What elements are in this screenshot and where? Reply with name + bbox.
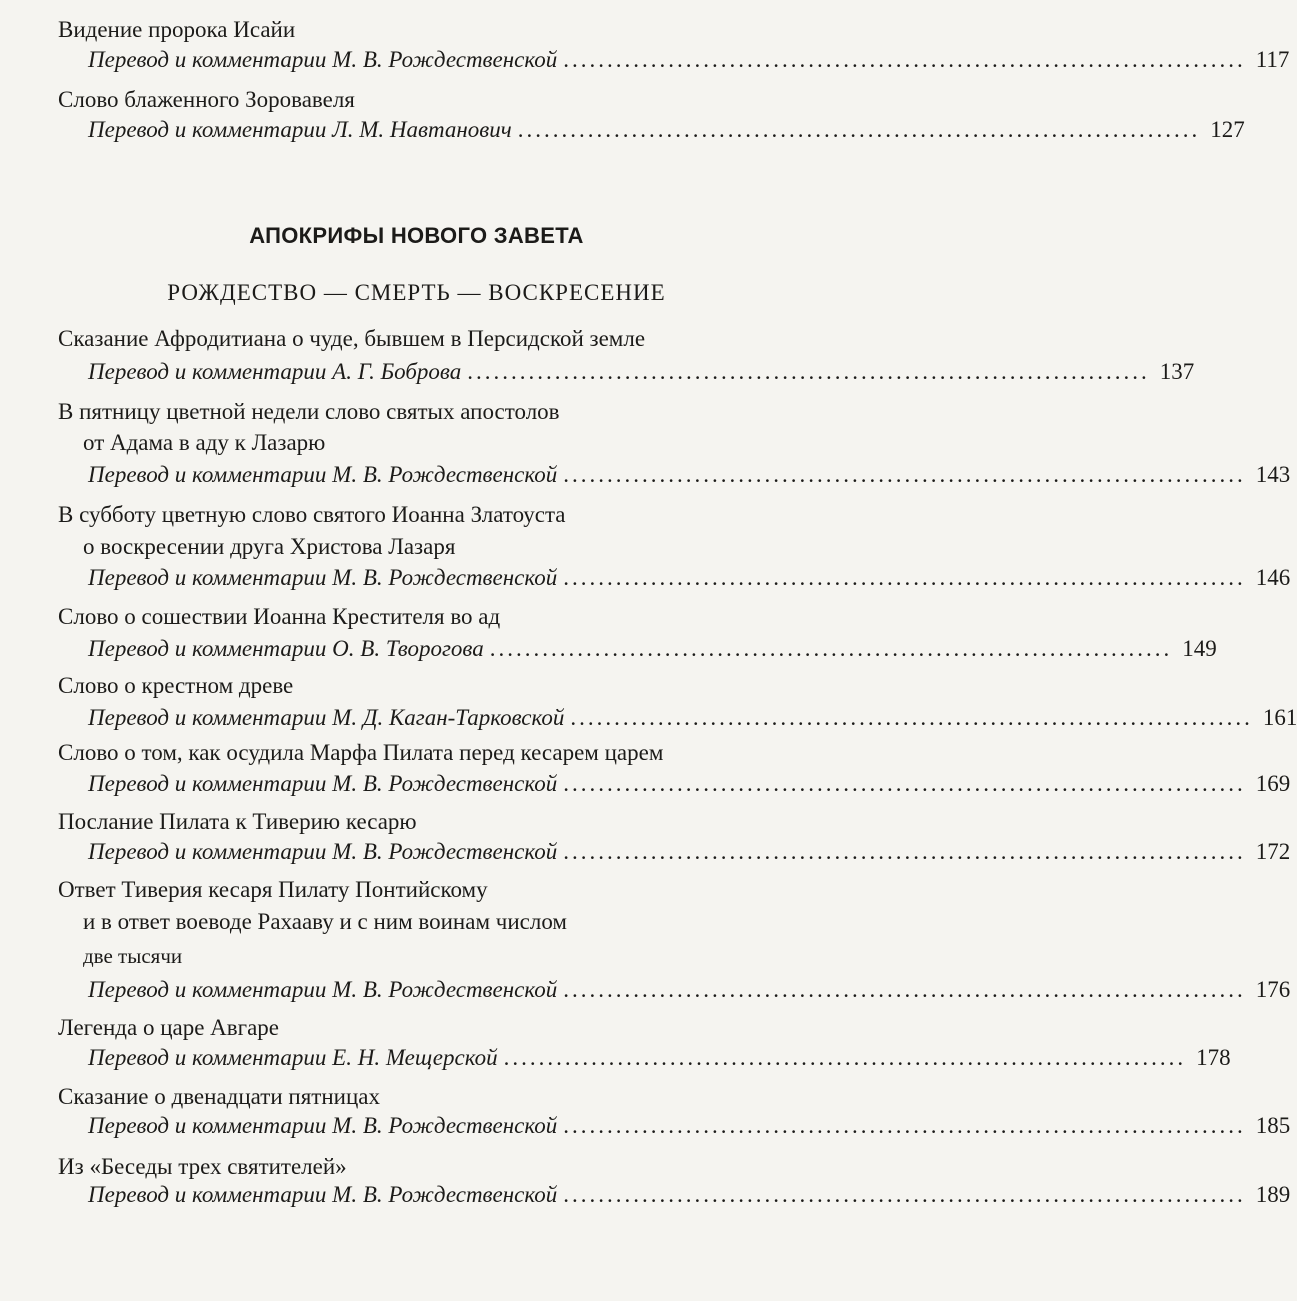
- credit-text: Перевод и комментарии М. В. Рождественской: [88, 839, 558, 864]
- section-heading: АПОКРИФЫ НОВОГО ЗАВЕТА: [249, 223, 584, 248]
- toc-entry-title-cont: две тысячи: [83, 944, 183, 968]
- credit-text: Перевод и комментарии М. Д. Каган-Тарковской: [88, 705, 565, 730]
- credit-text: Перевод и комментарии М. В. Рождественской: [88, 565, 558, 590]
- page-number: 161: [1262, 705, 1297, 730]
- leader-dots: ..............................................................................: [563, 839, 1246, 864]
- credit-text: Перевод и комментарии М. В. Рождественской: [88, 47, 558, 72]
- page-number: 189: [1255, 1182, 1291, 1207]
- toc-credit-line: [88, 462, 1291, 493]
- toc-credit-line: [88, 977, 1291, 1008]
- page-number: 137: [1159, 359, 1195, 384]
- credit-text: Перевод и комментарии М. В. Рождественской: [88, 1113, 558, 1138]
- toc-entry-title: Слово о сошествии Иоанна Крестителя во ад: [58, 604, 501, 629]
- credit-text: Перевод и комментарии О. В. Творогова: [88, 636, 484, 661]
- page-number: 117: [1255, 47, 1290, 72]
- page-number: 143: [1255, 462, 1291, 487]
- page-number: 185: [1255, 1113, 1291, 1138]
- credit-text: Перевод и комментарии М. В. Рождественской: [88, 462, 558, 487]
- toc-entry-title-cont: и в ответ воеводе Рахааву и с ним воинам числом: [83, 909, 567, 934]
- toc-entry-title: В субботу цветную слово святого Иоанна Златоуста: [58, 502, 566, 527]
- page-number: 149: [1182, 636, 1217, 661]
- credit-text: Перевод и комментарии М. В. Рождественской: [88, 771, 558, 796]
- leader-dots: ..............................................................................: [563, 47, 1246, 72]
- toc-entry-title: Слово блаженного Зоровавеля: [58, 87, 355, 112]
- leader-dots: ..............................................................................: [503, 1045, 1187, 1070]
- leader-dots: ..............................................................................: [563, 1182, 1246, 1207]
- toc-entry-title: Сказание о двенадцати пятницах: [58, 1084, 380, 1109]
- toc-credit-line: [88, 565, 1291, 596]
- toc-credit-line: [88, 1182, 1291, 1213]
- credit-text: Перевод и комментарии М. В. Рождественской: [88, 977, 558, 1002]
- toc-entry-title: В пятницу цветной недели слово святых апостолов: [58, 399, 560, 424]
- leader-dots: ..............................................................................: [570, 705, 1253, 730]
- toc-entry-title: Послание Пилата к Тиверию кесарю: [58, 809, 417, 834]
- credit-text: Перевод и комментарии А. Г. Боброва: [88, 359, 462, 384]
- toc-credit-line: [88, 839, 1291, 870]
- toc-credit-line: [88, 636, 1217, 667]
- credit-text: Перевод и комментарии Е. Н. Мещерской: [88, 1045, 498, 1070]
- leader-dots: ..............................................................................: [563, 771, 1246, 796]
- credit-text: Перевод и комментарии М. В. Рождественской: [88, 1182, 558, 1207]
- leader-dots: ..............................................................................: [467, 359, 1150, 384]
- leader-dots: ..............................................................................: [563, 565, 1246, 590]
- toc-credit-line: [88, 771, 1291, 802]
- leader-dots: ..............................................................................: [563, 977, 1246, 1002]
- toc-credit-line: [88, 1045, 1231, 1076]
- page-number: 178: [1196, 1045, 1231, 1070]
- toc-entry-title-cont: от Адама в аду к Лазарю: [83, 430, 326, 455]
- page-number: 146: [1255, 565, 1291, 590]
- toc-entry-title: Видение пророка Исайи: [58, 17, 296, 42]
- page-number: 127: [1210, 117, 1245, 142]
- toc-entry-title: Ответ Тиверия кесаря Пилату Понтийскому: [58, 877, 488, 902]
- toc-credit-line: [88, 1113, 1291, 1144]
- toc-entry-title: Сказание Афродитиана о чуде, бывшем в Персидской земле: [58, 326, 646, 351]
- toc-credit-line: [88, 117, 1245, 148]
- toc-credit-line: [88, 705, 1297, 736]
- page-number: 172: [1255, 839, 1291, 864]
- page-number: 176: [1255, 977, 1291, 1002]
- toc-entry-title: Легенда о царе Авгаре: [58, 1015, 280, 1040]
- leader-dots: ..............................................................................: [489, 636, 1173, 661]
- toc-credit-line: [88, 359, 1195, 390]
- toc-entry-title: Слово о том, как осудила Марфа Пилата перед кесарем царем: [58, 740, 664, 765]
- toc-entry-title: Слово о крестном древе: [58, 673, 294, 698]
- section-subheading: РОЖДЕСТВО — СМЕРТЬ — ВОСКРЕСЕНИЕ: [167, 280, 666, 305]
- toc-entry-title-cont: о воскресении друга Христова Лазаря: [83, 534, 456, 559]
- credit-text: Перевод и комментарии Л. М. Навтанович: [88, 117, 512, 142]
- leader-dots: ..............................................................................: [563, 462, 1246, 487]
- leader-dots: ..............................................................................: [517, 117, 1201, 142]
- leader-dots: ..............................................................................: [563, 1113, 1246, 1138]
- toc-entry-title: Из «Беседы трех святителей»: [58, 1154, 347, 1179]
- page-number: 169: [1255, 771, 1291, 796]
- toc-credit-line: [88, 47, 1290, 78]
